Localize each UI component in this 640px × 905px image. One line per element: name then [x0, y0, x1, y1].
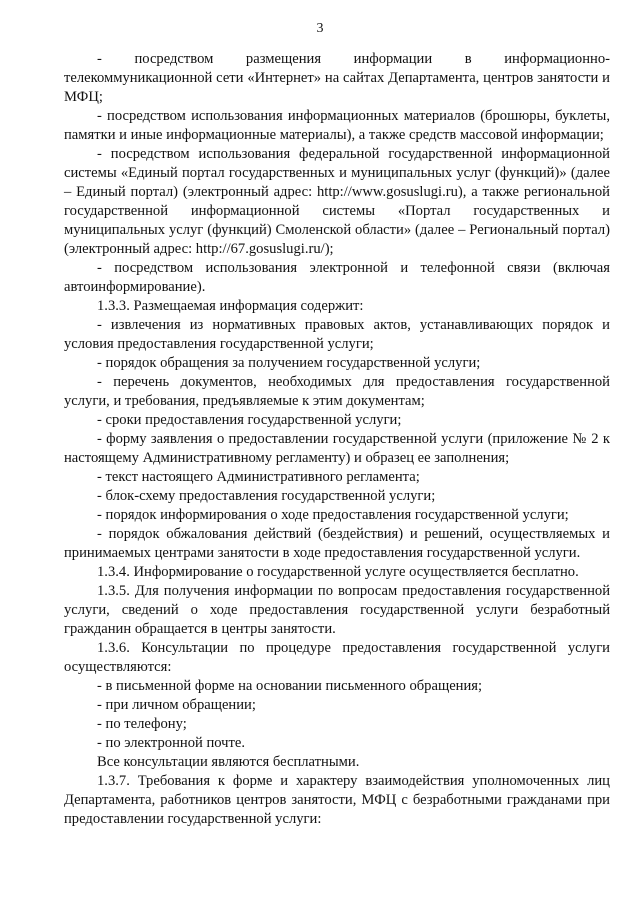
section-paragraph: 1.3.7. Требования к форме и характеру взаимодействия уполномоченных лиц Департамента, работников центров занятости, МФЦ с безработными гражданами при предоставлении государственной услуги: [64, 773, 610, 827]
paragraph: - посредством использования электронной и телефонной связи (включая автоинформирование). [64, 260, 610, 295]
paragraph: - в письменной форме на основании письменного обращения; [97, 678, 483, 694]
paragraph: - сроки предоставления государственной услуги; [97, 412, 402, 428]
paragraph: - текст настоящего Административного регламента; [97, 469, 420, 485]
paragraph: - при личном обращении; [97, 697, 256, 713]
paragraph: - посредством использования федеральной государственной информационной системы «Единый портал государственных и муниципальных услуг (функций)» (далее – Единый портал) (электронный адрес: http://www.gosuslugi.ru), а также региональной государственной информационной системы «Портал государственных и муниципальных услуг (функций) Смоленской области» (далее – Региональный портал) (электронный адрес: http://67.gosuslugi.ru/); [64, 146, 610, 257]
paragraph: - порядок обжалования действий (бездействия) и решений, осуществляемых и принимаемых центрами занятости в ходе предоставления государственной услуги. [64, 526, 610, 561]
paragraph: - порядок информирования о ходе предоставления государственной услуги; [97, 507, 569, 523]
document-body [64, 50, 610, 829]
paragraph: - по телефону; [97, 716, 187, 732]
paragraph: - порядок обращения за получением государственной услуги; [97, 355, 481, 371]
paragraph: - посредством использования информационных материалов (брошюры, буклеты, памятки и иные информационные материалы), а также средств массовой информации; [64, 108, 610, 143]
section-paragraph: 1.3.6. Консультации по процедуре предоставления государственной услуги осуществляются: [64, 640, 610, 675]
section-paragraph: 1.3.4. Информирование о государственной услуге осуществляется бесплатно. [97, 564, 579, 580]
paragraph: - по электронной почте. [97, 735, 246, 751]
paragraph: - перечень документов, необходимых для предоставления государственной услуги, и требования, предъявляемые к этим документам; [64, 374, 610, 409]
paragraph: - извлечения из нормативных правовых актов, устанавливающих порядок и условия предоставления государственной услуги; [64, 317, 610, 352]
section-heading: 1.3.3. Размещаемая информация содержит: [97, 298, 364, 314]
paragraph: - форму заявления о предоставлении государственной услуги (приложение № 2 к настоящему Административному регламенту) и образец ее заполнения; [64, 431, 610, 466]
paragraph: Все консультации являются бесплатными. [97, 754, 360, 770]
paragraph: - блок-схему предоставления государственной услуги; [97, 488, 436, 504]
section-paragraph: 1.3.5. Для получения информации по вопросам предоставления государственной услуги, сведений о ходе предоставления государственной услуги безработный гражданин обращается в центры занятости. [64, 583, 610, 637]
page-number: 3 [316, 21, 324, 36]
paragraph: - посредством размещения информации в информационно-телекоммуникационной сети «Интернет» на сайтах Департамента, центров занятости и МФЦ; [64, 51, 610, 105]
